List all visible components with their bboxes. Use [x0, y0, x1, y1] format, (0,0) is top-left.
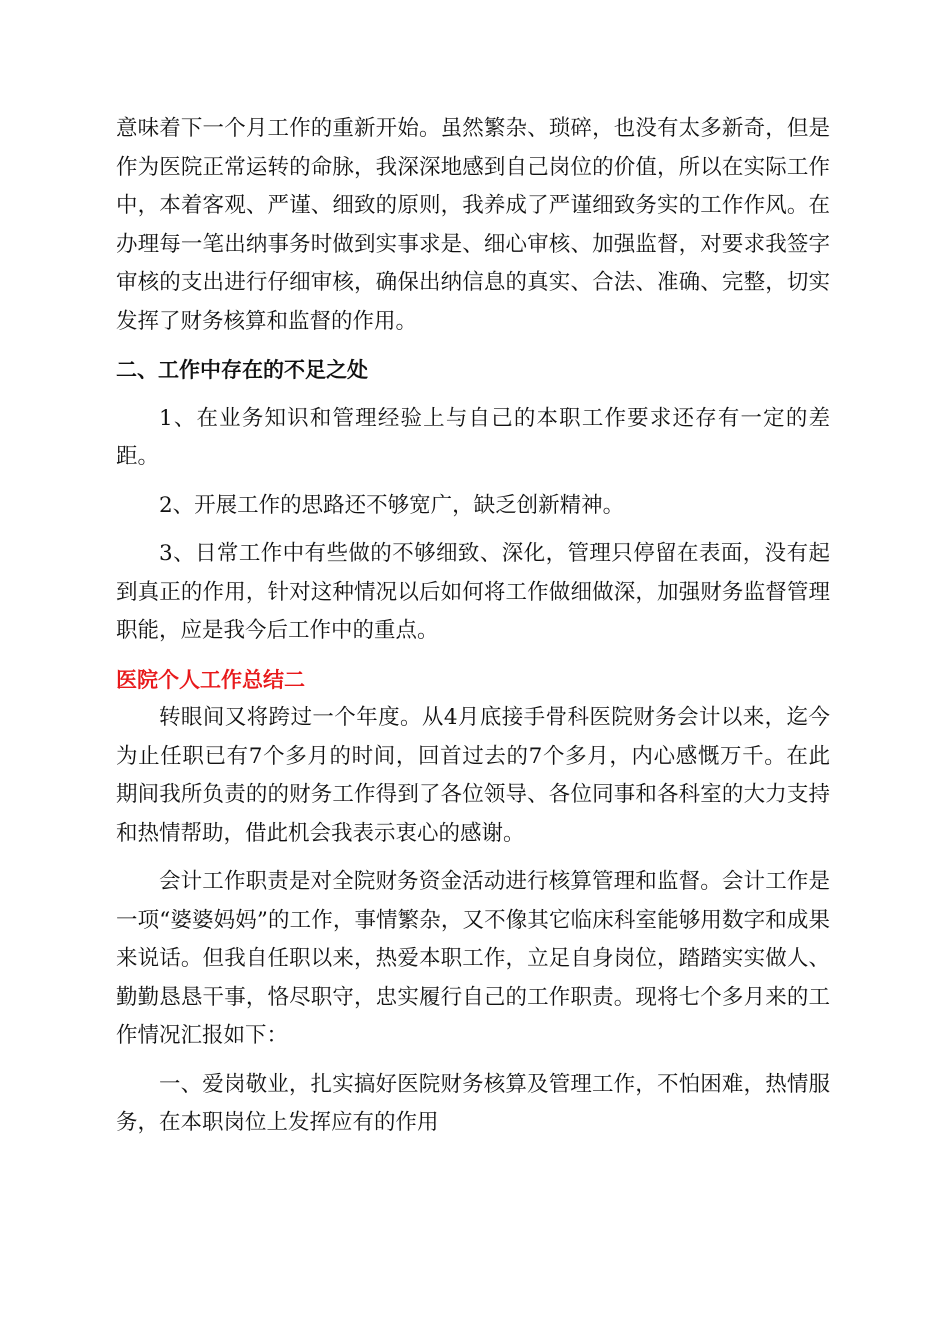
shortcoming-item-3: 3、日常工作中有些做的不够细致、深化，管理只停留在表面，没有起到真正的作用，针对这种情况以后如何将工作做细做深，加强财务监督管理职能，应是我今后工作中的重点。: [116, 541, 830, 643]
paragraph-section-one: 一、爱岗敬业，扎实搞好医院财务核算及管理工作，不怕困难，热情服务，在本职岗位上发挥应有的作用: [116, 1071, 830, 1135]
paragraph-intro: 转眼间又将跨过一个年度。从4月底接手骨科医院财务会计以来，迄今为止任职已有7个多月的时间，回首过去的7个多月，内心感慨万千。在此期间我所负责的的财务工作得到了各位领导、各位同事和各科室的大力支持和热情帮助，借此机会我表示衷心的感谢。: [116, 705, 830, 846]
paragraph-work-attitude: 意味着下一个月工作的重新开始。虽然繁杂、琐碎，也没有太多新奇，但是作为医院正常运转的命脉，我深深地感到自己岗位的价值，所以在实际工作中，本着客观、严谨、细致的原则，我养成了严谨细致务实的工作作风。在办理每一笔出纳事务时做到实事求是、细心审核、加强监督，对要求我签字审核的支出进行仔细审核，确保出纳信息的真实、合法、准确、完整，切实发挥了财务核算和监督的作用。: [116, 116, 830, 334]
shortcoming-item-2: 2、开展工作的思路还不够宽广，缺乏创新精神。: [159, 492, 625, 518]
document-page: [116, 110, 830, 1143]
paragraph-accounting-duties: 会计工作职责是对全院财务资金活动进行核算管理和监督。会计工作是一项“婆婆妈妈”的工作，事情繁杂，又不像其它临床科室能够用数字和成果来说话。但我自任职以来，热爱本职工作，立足自身岗位，踏踏实实做人、勤勤恳恳干事，恪尽职守，忠实履行自己的工作职责。现将七个多月来的工作情况汇报如下：: [116, 869, 830, 1048]
document-title-summary-two: 医院个人工作总结二: [116, 667, 305, 692]
section-heading-shortcomings: 二、工作中存在的不足之处: [116, 358, 368, 382]
shortcoming-item-1: 1、在业务知识和管理经验上与自己的本职工作要求还存有一定的差距。: [116, 405, 830, 469]
